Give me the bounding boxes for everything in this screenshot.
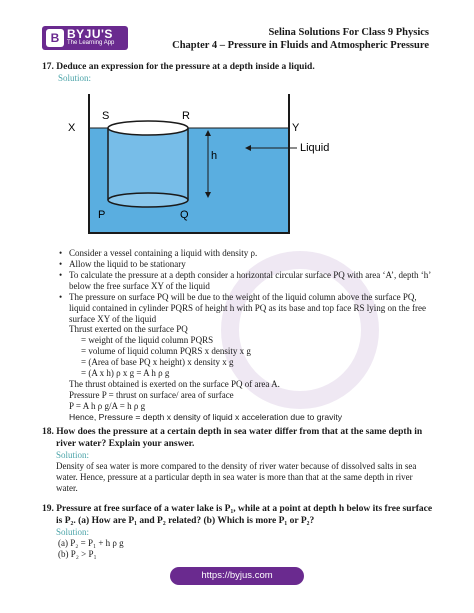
- answer-19a: (a) P₂ = P₁ + h ρ g: [58, 538, 124, 548]
- cylinder-top-face: [108, 121, 188, 135]
- label-r: R: [182, 110, 190, 122]
- derivation-line: The thrust obtained is exerted on the surface PQ of area A.: [69, 379, 280, 389]
- thrust-derivation: [69, 324, 439, 423]
- solution-label-19: Solution:: [56, 527, 90, 537]
- pressure-conclusion: Hence, Pressure = depth x density of liquid x acceleration due to gravity: [69, 412, 343, 422]
- solution-label-18: Solution:: [56, 450, 90, 460]
- list-item: • The pressure on surface PQ will be due to the weight of the liquid column above the surface PQ, liquid contained in cylinder PQRS of height h with PQ as its base and top face RS lying on the free surface XY of the liquid: [57, 292, 437, 325]
- question-19-line: 19. Pressure at free surface of a water lake is P₁, while at a point at depth h below its free surface: [42, 504, 433, 514]
- header-chapter: Chapter 4 – Pressure in Fluids and Atmospheric Pressure: [172, 40, 429, 51]
- label-s: S: [102, 110, 110, 122]
- liquid-vessel-diagram: [60, 88, 380, 238]
- derivation-line: = volume of liquid column PQRS x density x g: [81, 346, 251, 356]
- answer-19b: (b) P₂ > P₁: [58, 549, 97, 559]
- derivation-line: = weight of the liquid column PQRS: [81, 335, 214, 345]
- question-19: [42, 504, 442, 527]
- derivation-line: Thrust exerted on the surface PQ: [69, 324, 188, 334]
- question-17: 17. Deduce an expression for the pressure at a depth inside a liquid.: [42, 62, 315, 72]
- derivation-line: = (Area of base PQ x height) x density x g: [81, 357, 234, 367]
- label-q: Q: [180, 209, 189, 221]
- solution-label-17: Solution:: [58, 73, 92, 83]
- cylinder-fill: [108, 128, 188, 200]
- derivation-line: P = A h ρ g/A = h ρ g: [69, 401, 146, 411]
- answer-18-line: Density of sea water is more compared to the density of river water because of dissolved salts in sea: [56, 461, 417, 471]
- answer-19: [58, 538, 124, 560]
- list-item: • To calculate the pressure at a depth consider a horizontal circular surface PQ with area ‘A’, depth ‘h’ below the free surface XY of the liquid: [57, 270, 437, 292]
- label-h: h: [211, 150, 218, 162]
- derivation-line: = (A x h) ρ x g = A h ρ g: [81, 368, 170, 378]
- answer-18-line: water.: [56, 483, 78, 493]
- question-19-line: is P₂. (a) How are P₁ and P₂ related? (b) Which is more P₁ or P₂?: [56, 515, 315, 526]
- label-p: P: [98, 209, 106, 221]
- list-item: • Allow the liquid to be stationary: [57, 259, 437, 270]
- header-title: Selina Solutions For Class 9 Physics: [268, 27, 429, 38]
- question-18: [42, 427, 442, 450]
- footer-url-link[interactable]: https://byjus.com: [170, 567, 304, 585]
- label-y: Y: [292, 122, 300, 134]
- byjus-logo-tagline: The Learning App: [67, 40, 115, 46]
- question-18-line: 18. How does the pressure at a certain depth in sea water differ from that at the same depth in: [42, 427, 423, 437]
- byjus-logo-name: BYJU'S: [67, 27, 113, 41]
- answer-18-line: water. Hence, pressure at a particular depth in sea water is more than that at the same depth in river: [56, 472, 413, 482]
- byjus-logo-mark: B: [46, 29, 64, 47]
- derivation-line: Pressure P = thrust on surface/ area of surface: [69, 390, 234, 400]
- list-item: • Consider a vessel containing a liquid with density ρ.: [57, 248, 437, 259]
- label-liquid: Liquid: [300, 142, 330, 154]
- question-18-line: river water? Explain your answer.: [56, 438, 195, 449]
- answer-18: [56, 461, 446, 494]
- cylinder-base-face: [108, 193, 188, 207]
- label-x: X: [68, 122, 76, 134]
- q17-bullet-list: [57, 248, 437, 325]
